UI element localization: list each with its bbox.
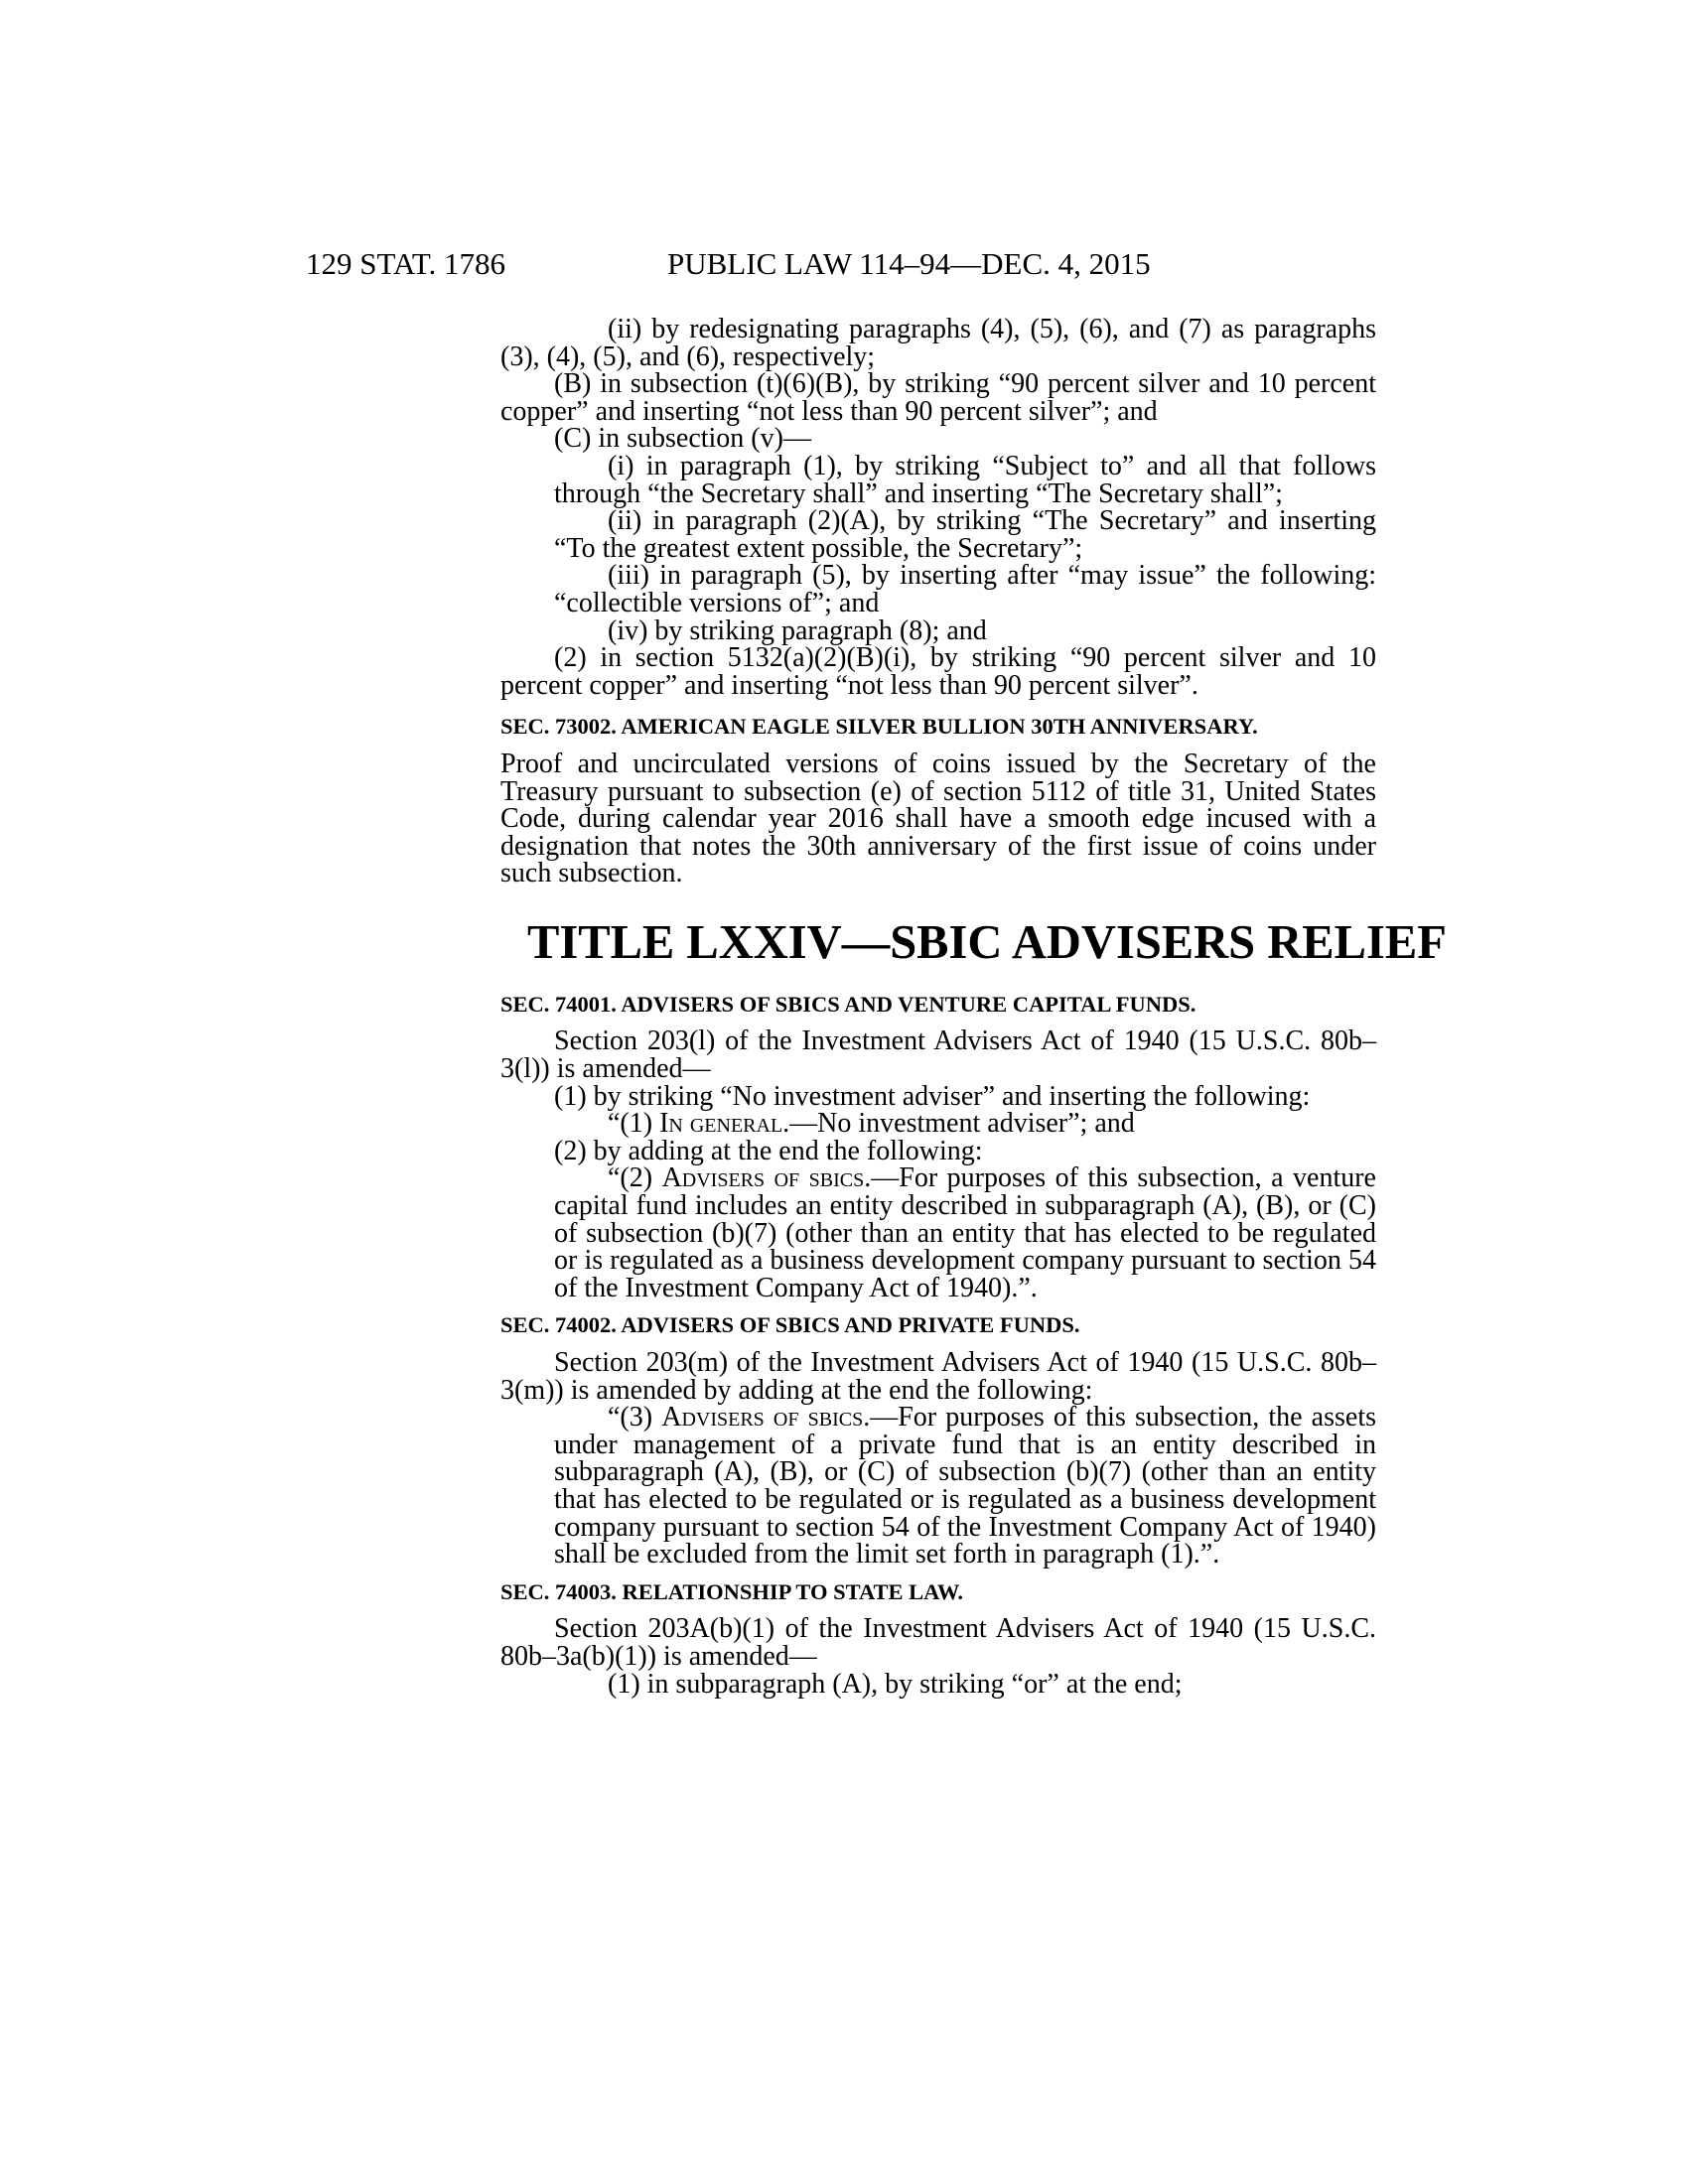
inserted-paragraph-1-heading: In general [659,1108,783,1140]
subparagraph-a-striking-or: (1) in subparagraph (A), by striking “or” at the end; [608,1668,1183,1700]
inserted-paragraph-1 [500,1110,1376,1138]
clause-ii-redesignating: (ii) by redesignating paragraphs (4), (5), (6), and (7) as paragraphs (3), (4), (5), and (6), respectively; [500,314,1376,372]
paragraph-2-section-5132: (2) in section 5132(a)(2)(B)(i), by striking “90 percent silver and 10 percent copper” and inserting “not less than 90 percent silver”. [500,642,1376,701]
inserted-paragraph-2 [500,1164,1376,1301]
public-law-heading: PUBLIC LAW 114–94—DEC. 4, 2015 [667,246,1151,281]
inserted-paragraph-3 [500,1404,1376,1569]
section-heading-74003: SEC. 74003. RELATIONSHIP TO STATE LAW. [500,1578,963,1604]
inserted-paragraph-2-heading: Advisers of sbics [661,1162,865,1194]
page-header [0,246,1688,286]
subparagraph-b-subsection-t: (B) in subsection (t)(6)(B), by striking “90 percent silver and 10 percent copper” and inserting “not less than 90 percent silver”; and [500,368,1376,427]
document-body [500,314,1447,1700]
paragraph-2-adding-at-end: (2) by adding at the end the following: [554,1135,983,1166]
title-heading: TITLE LXXIV—SBIC ADVISERS RELIEF [527,915,1447,969]
inserted-paragraph-3-heading: Advisers of sbics [661,1402,864,1433]
statute-citation: 129 STAT. 1786 [306,246,506,281]
section-heading-74002: SEC. 74002. ADVISERS OF SBICS AND PRIVATE FUNDS. [500,1312,1080,1338]
paragraph-1-no-investment-adviser: (1) by striking “No investment adviser” and inserting the following: [554,1080,1311,1112]
section-74003-intro: Section 203A(b)(1) of the Investment Advisers Act of 1940 (15 U.S.C. 80b–3a(b)(1)) is amended— [500,1613,1376,1672]
clause-iii-paragraph-5: (iii) in paragraph (5), by inserting after “may issue” the following: “collectible versions of”; and [554,560,1376,618]
section-heading-74001: SEC. 74001. ADVISERS OF SBICS AND VENTURE CAPITAL FUNDS. [500,991,1196,1017]
section-74002-intro: Section 203(m) of the Investment Advisers Act of 1940 (15 U.S.C. 80b–3(m)) is amended by adding at the end the following: [500,1347,1376,1406]
clause-i-paragraph-1: (i) in paragraph (1), by striking “Subject to” and all that follows through “the Secretary shall” and inserting “The Secretary shall”; [554,450,1376,509]
subparagraph-c-subsection-v: (C) in subsection (v)— [554,423,811,455]
clause-ii-paragraph-2a: (ii) in paragraph (2)(A), by striking “The Secretary” and inserting “To the greatest extent possible, the Secretary”; [554,505,1376,564]
inserted-paragraph-3-number: “(3) [608,1402,662,1433]
inserted-paragraph-2-number: “(2) [608,1162,662,1194]
inserted-paragraph-1-text: .—No investment adviser”; and [782,1108,1135,1140]
inserted-paragraph-2-text: .—For purposes of this subsection, a venture capital fund includes an entity described in subparagraph (A), (B), or (C) of subsection (b)(7) (other than an entity that has elected to be regulated or is regulated as a business development company pursuant to section 54 of the Investment Company Act of 1940).”. [554,1162,1376,1303]
section-74001-intro: Section 203(l) of the Investment Advisers Act of 1940 (15 U.S.C. 80b–3(l)) is amended— [500,1025,1376,1085]
inserted-paragraph-1-number: “(1) [608,1108,660,1140]
section-heading-73002: SEC. 73002. AMERICAN EAGLE SILVER BULLION 30TH ANNIVERSARY. [500,714,1258,740]
section-73002-text: Proof and uncirculated versions of coins issued by the Secretary of the Treasury pursuant to subsection (e) of section 5112 of title 31, United States Code, during calendar year 2016 shall have a smooth edge incused with a designation that notes the 30th anniversary of the first issue of coins under such subsection. [500,748,1376,889]
inserted-paragraph-3-text: .—For purposes of this subsection, the assets under management of a private fund that is an entity described in subparagraph (A), (B), or (C) of subsection (b)(7) (other than an entity that has elected to be regulated or is regulated as a business development company pursuant to section 54 of the Investment Company Act of 1940) shall be excluded from the limit set forth in paragraph (1).”. [554,1402,1376,1570]
clause-iv-paragraph-8: (iv) by striking paragraph (8); and [608,614,987,646]
